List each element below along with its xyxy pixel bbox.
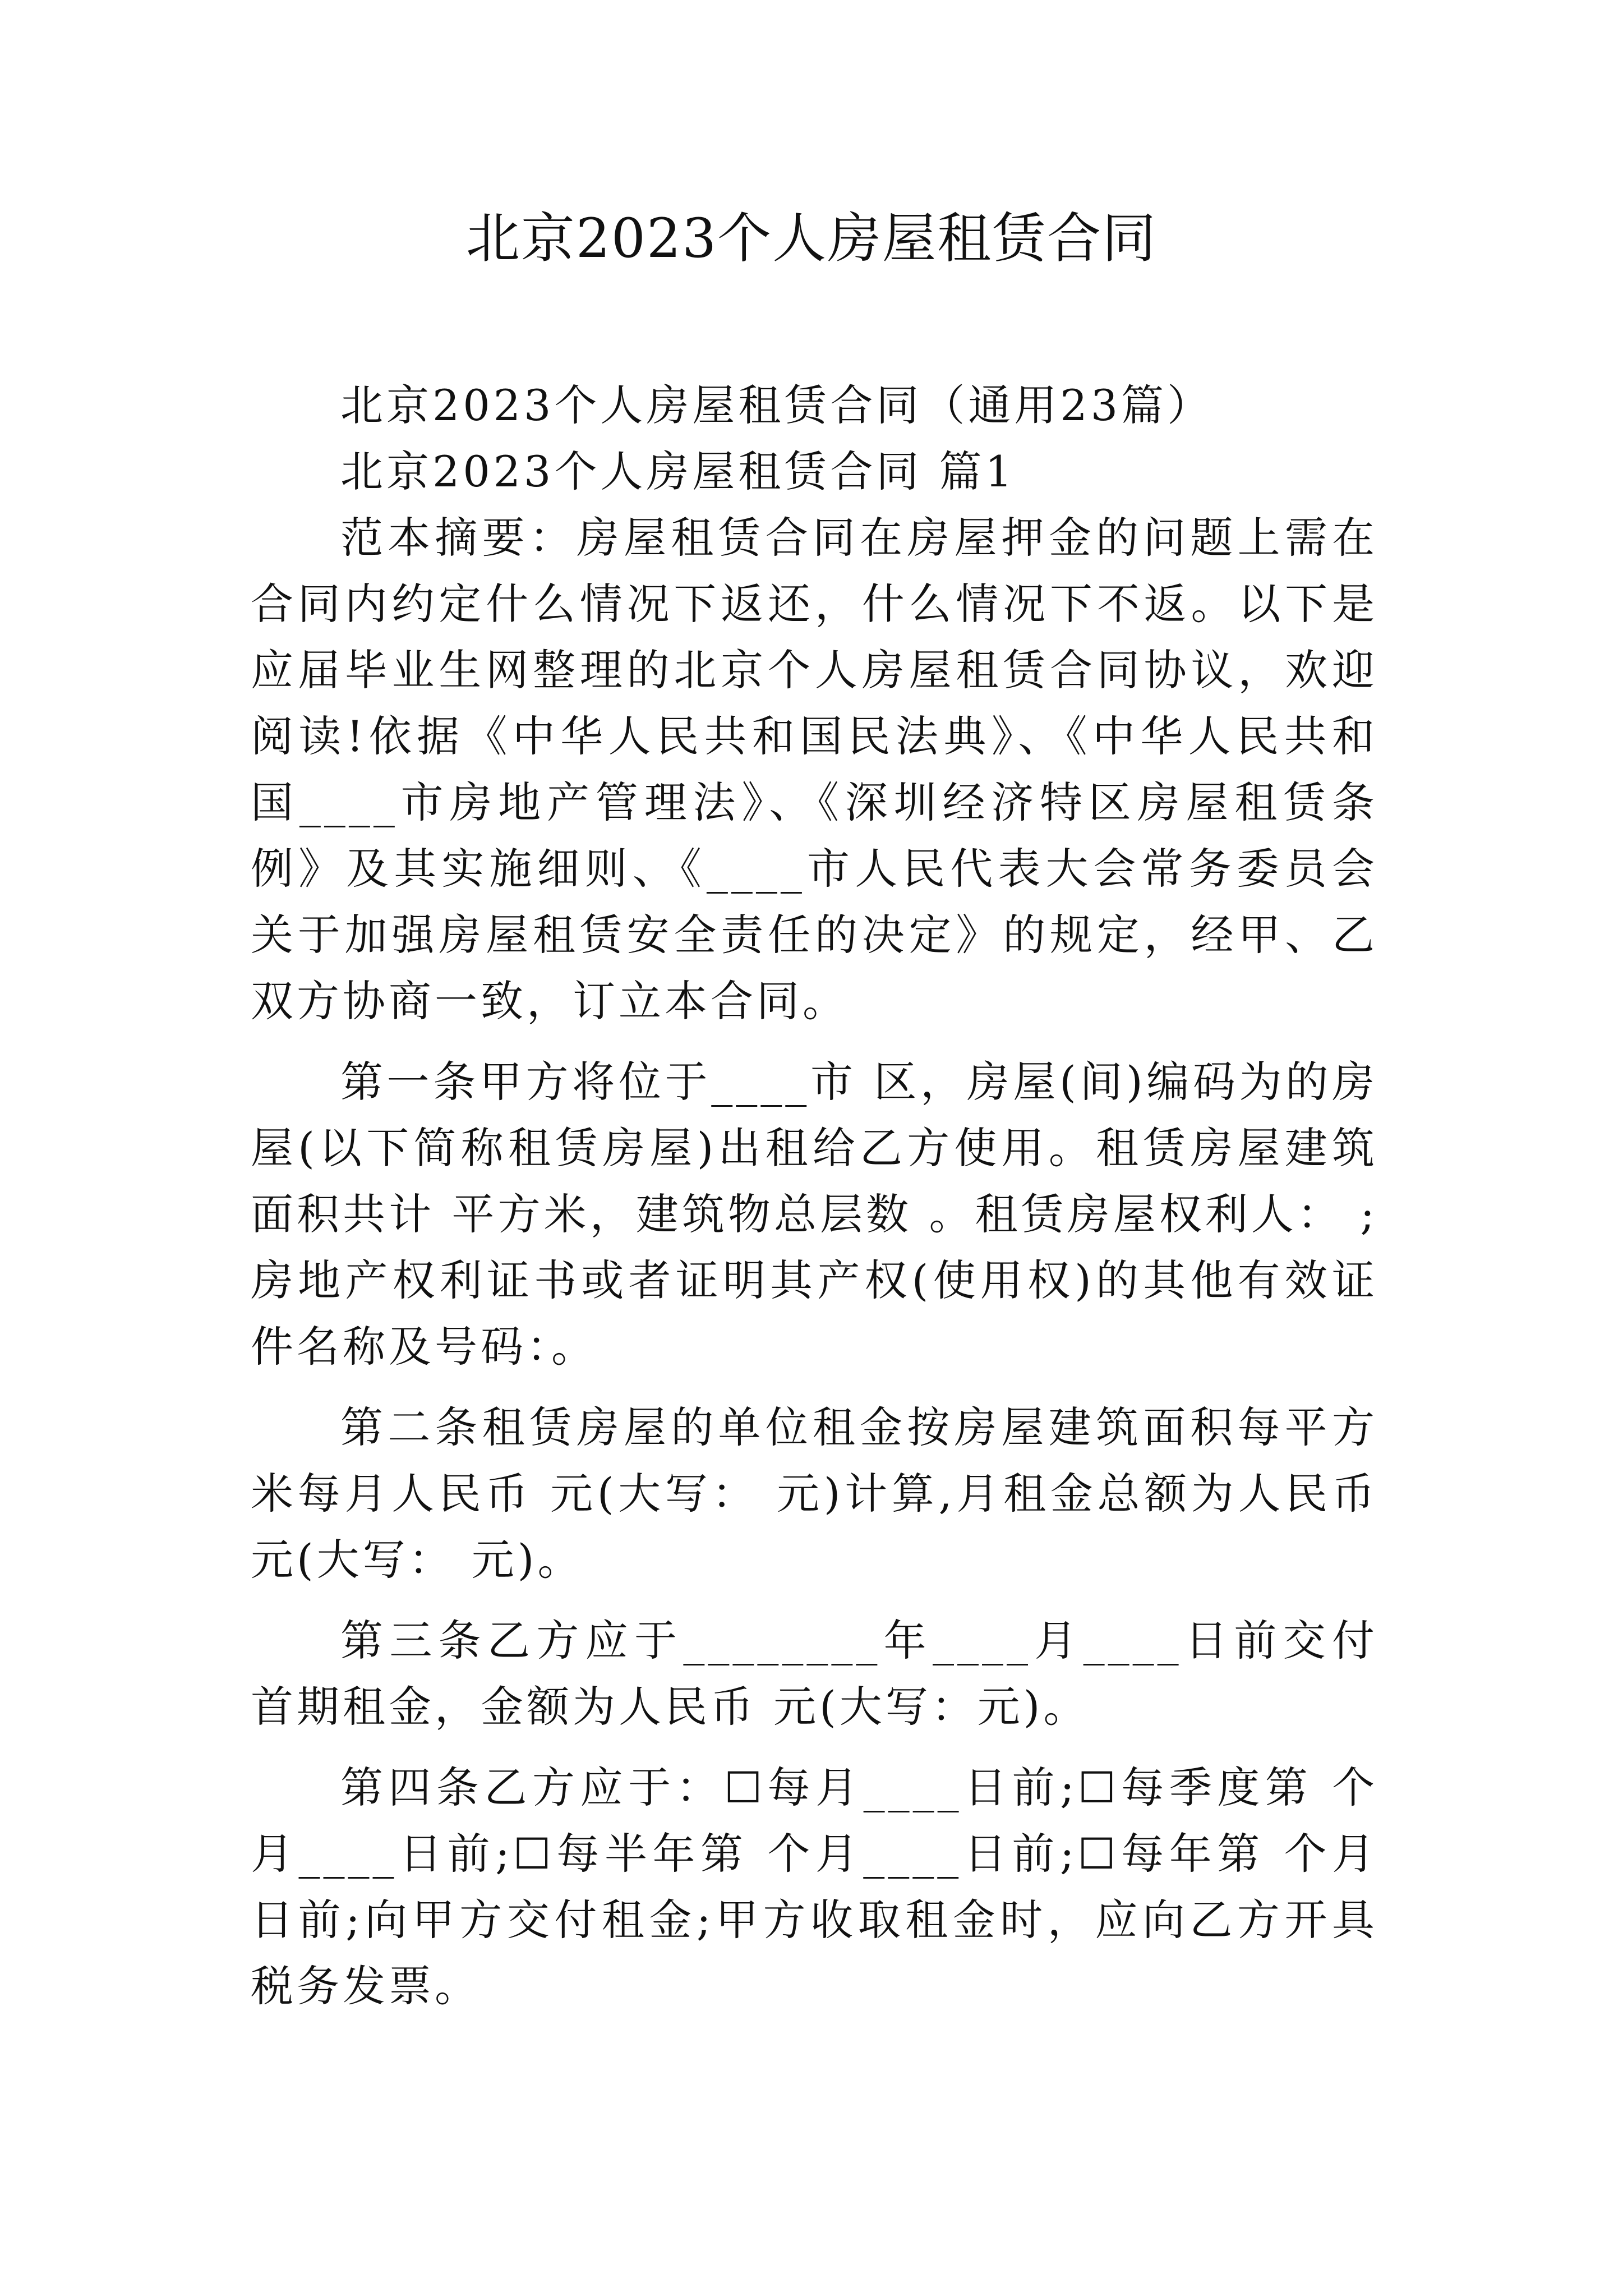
document-title: 北京2023个人房屋租赁合同: [465, 207, 1158, 270]
section-heading: 北京2023个人房屋租赁合同 篇1: [340, 447, 1016, 496]
summary-paragraph: 范本摘要：房屋租赁合同在房屋押金的问题上需在合同内约定什么情况下返还，什么情况下不返。以下是应届毕业生网整理的北京个人房屋租赁合同协议，欢迎阅读!依据《中华人民共和国民法典》、《中华人民共和国____市房地产管理法》、《深圳经济特区房屋租赁条例》及其实施细则、《____市人民代表大会常务委员会关于加强房屋租赁安全责任的决定》的规定，经甲、乙双方协商一致，订立本合同。: [251, 513, 1378, 1026]
subtitle-paragraph: 北京2023个人房屋租赁合同（通用23篇）: [340, 380, 1214, 430]
article-3-paragraph: 第三条乙方应于________年____月____日前交付首期租金，金额为人民币 元(大写：元)。: [251, 1616, 1378, 1732]
document-body: [251, 372, 1378, 2019]
article-1-paragraph: 第一条甲方将位于____市 区，房屋(间)编码为的房屋(以下简称租赁房屋)出租给乙方使用。租赁房屋建筑面积共计 平方米，建筑物总层数 。租赁房屋权利人： ;房地产权利证书或者证明其产权(使用权)的其他有效证件名称及号码：。: [251, 1057, 1378, 1372]
article-2-paragraph: 第二条租赁房屋的单位租金按房屋建筑面积每平方米每月人民币 元(大写： 元)计算,月租金总额为人民币 元(大写： 元)。: [251, 1402, 1378, 1585]
article-4-paragraph: 第四条乙方应于：☐每月____日前;☐每季度第 个月____日前;☐每半年第 个月____日前;☐每年第 个月日前;向甲方交付租金;甲方收取租金时，应向乙方开具税务发票。: [251, 1763, 1378, 2011]
